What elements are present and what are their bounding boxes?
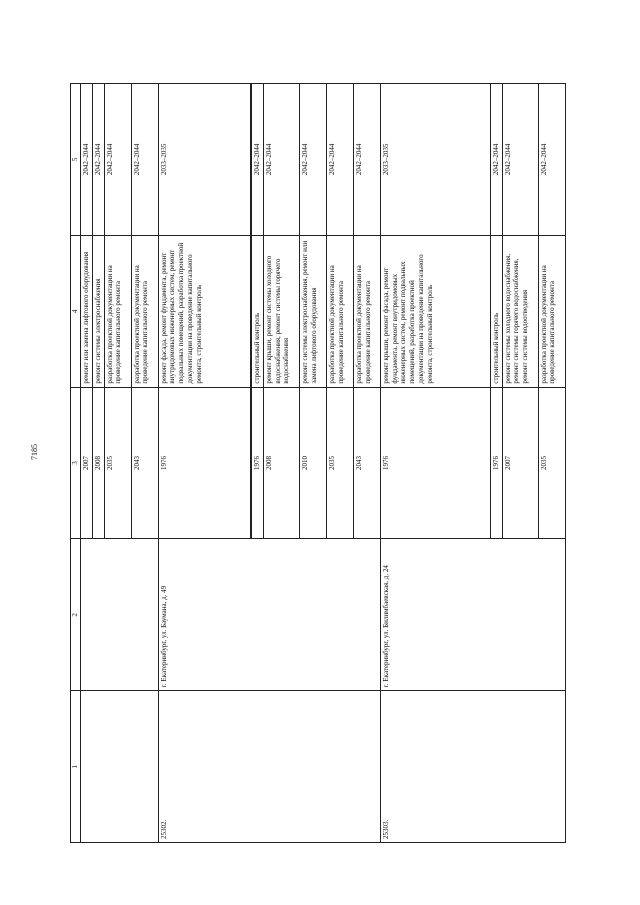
repair-schedule-table: [70, 83, 566, 843]
year-cell: 1976: [490, 387, 502, 539]
period-cell: 2042–2044: [81, 84, 93, 236]
work-cell: ремонт системы холодного водоснабжения, ремонт системы горячего водоснабжения, ремонт системы водоотведения: [502, 235, 538, 387]
period-cell: 2042–2044: [92, 84, 104, 236]
building-address-cell: [81, 539, 159, 691]
building-address-cell: г. Екатеринбург, ул. Баумана, д. 49: [158, 539, 380, 691]
year-cell: 2043: [353, 387, 380, 539]
work-cell: разработка проектной документации на проведение капитального ремонта: [538, 235, 565, 387]
work-cell: строительный контроль: [490, 235, 502, 387]
work-cell: ремонт фасада, ремонт фундамента, ремонт внутридомовых инженерных систем, ремонт подвальных помещений, разработка проектной документации на проведение капитального ремонта, строительный контроль: [158, 235, 251, 387]
year-cell: 2043: [131, 387, 158, 539]
header-col-4: 4: [71, 235, 81, 387]
work-cell: разработка проектной документации на проведение капитального ремонта: [131, 235, 158, 387]
period-cell: 2042–2044: [104, 84, 131, 236]
period-cell: 2033–2035: [158, 84, 251, 236]
year-cell: 2010: [299, 387, 326, 539]
work-cell: ремонт системы электроснабжения, ремонт или замена лифтового оборудования: [299, 235, 326, 387]
period-cell: 2042–2044: [353, 84, 380, 236]
year-cell: 2035: [326, 387, 353, 539]
period-cell: 2042–2044: [251, 84, 263, 236]
header-col-2: 2: [71, 539, 81, 691]
header-col-3: 3: [71, 387, 81, 539]
work-cell: разработка проектной документации на проведение капитального ремонта: [326, 235, 353, 387]
year-cell: 2035: [538, 387, 565, 539]
work-cell: строительный контроль: [251, 235, 263, 387]
work-cell: разработка проектной документации на проведение капитального ремонта: [353, 235, 380, 387]
work-cell: ремонт или замена лифтового оборудования: [81, 235, 93, 387]
year-cell: 2008: [92, 387, 104, 539]
period-cell: 2042–2044: [326, 84, 353, 236]
work-cell: ремонт крыши, ремонт фасада, ремонт фундамента, ремонт внутридомовых инженерных систем, ремонт подвальных помещений, разработка проектной документации на проведение капитального ремонта, строительный контроль: [380, 235, 490, 387]
period-cell: 2042–2044: [502, 84, 538, 236]
period-cell: 2042–2044: [538, 84, 565, 236]
year-cell: 2035: [104, 387, 131, 539]
year-cell: 1976: [380, 387, 490, 539]
header-col-5: 5: [71, 84, 81, 236]
building-address-cell: г. Екатеринбург, ул. Билимбаевская, д. 24: [380, 539, 565, 691]
building-number-cell: 25303.: [380, 691, 565, 843]
rotated-table-wrapper: [70, 83, 560, 843]
work-cell: ремонт крыши, ремонт системы холодного водоснабжения, ремонт системы горячего водоснабжения: [263, 235, 299, 387]
year-cell: 2007: [502, 387, 538, 539]
table-row: [81, 84, 93, 843]
year-cell: 1976: [158, 387, 251, 539]
table-row: [380, 84, 490, 843]
table-row: [158, 84, 251, 843]
header-col-1: 1: [71, 691, 81, 843]
year-cell: 2007: [81, 387, 93, 539]
period-cell: 2042–2044: [490, 84, 502, 236]
work-cell: разработка проектной документации на проведение капитального ремонта: [104, 235, 131, 387]
period-cell: 2042–2044: [299, 84, 326, 236]
header-row: [71, 84, 81, 843]
page-number: 7185: [30, 444, 39, 460]
period-cell: 2042–2044: [131, 84, 158, 236]
work-cell: ремонт системы электроснабжения: [92, 235, 104, 387]
period-cell: 2033–2035: [380, 84, 490, 236]
year-cell: 1976: [251, 387, 263, 539]
building-number-cell: 25302.: [158, 691, 380, 843]
building-number-cell: [81, 691, 159, 843]
year-cell: 2008: [263, 387, 299, 539]
period-cell: 2042–2044: [263, 84, 299, 236]
